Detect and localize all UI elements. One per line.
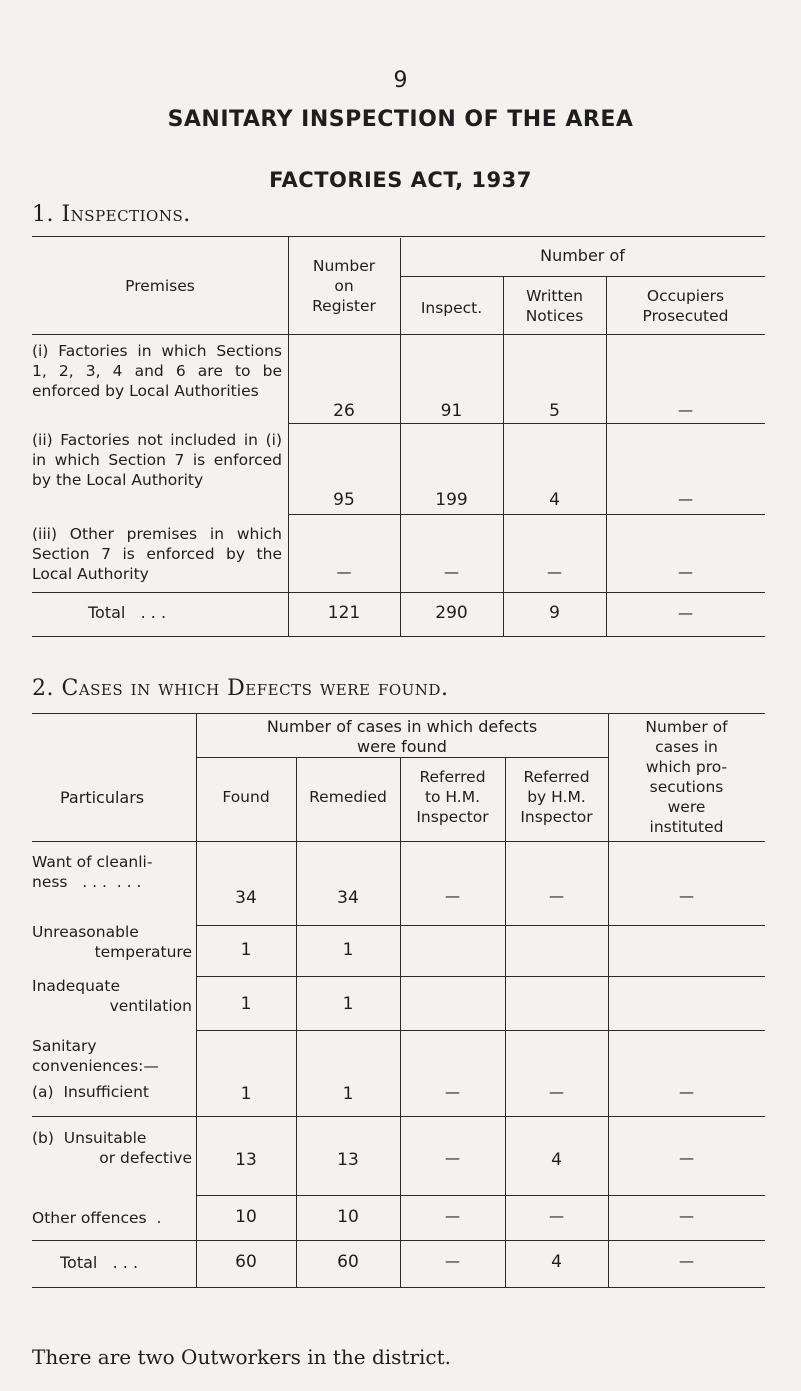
total-referred-to: —	[445, 1252, 460, 1270]
row-found-value: 13	[235, 1150, 257, 1170]
row-remedied-value: 1	[342, 1084, 354, 1104]
row-referred-by-value: —	[549, 1207, 564, 1225]
row-referred-by-value: —	[549, 887, 564, 905]
row-inspect-value: —	[444, 563, 459, 581]
section-inspections-title: 1. Inspections.	[32, 202, 191, 227]
row-particulars-label: Want of cleanli- ness . . . . . .	[32, 853, 153, 891]
row-found-value: 10	[235, 1207, 257, 1227]
row-remedied-value: 1	[342, 994, 354, 1014]
row-particulars-label: Inadequate ventilation	[32, 977, 192, 1015]
total-remedied: 60	[337, 1252, 359, 1272]
row-prosecutions-value: —	[679, 1207, 694, 1225]
row-inspect-value: 199	[435, 490, 468, 510]
row-notices-value: —	[547, 563, 562, 581]
page-subheading: FACTORIES ACT, 1937	[269, 168, 532, 192]
header-particulars: Particulars	[60, 788, 145, 807]
row-premises-label: (i) Factories in which Sections 1, 2, 3, 4 and 6 are to be enforced by Local Authorities	[32, 342, 282, 400]
row-found-value: 1	[240, 1084, 252, 1104]
row-prosecuted-value: —	[678, 490, 693, 508]
page-heading: SANITARY INSPECTION OF THE AREA	[167, 107, 634, 132]
total-found: 60	[235, 1252, 257, 1272]
row-referred-to-value: —	[445, 1207, 460, 1225]
header-remedied: Remedied	[309, 788, 387, 806]
row-notices-value: 5	[549, 401, 560, 421]
row-remedied-value: 1	[342, 940, 354, 960]
footnote: There are two Outworkers in the district.	[32, 1345, 452, 1369]
header-referred-by: Referred by H.M. Inspector	[520, 768, 593, 826]
row-particulars-label: Other offences .	[32, 1209, 162, 1227]
row-remedied-value: 34	[337, 888, 359, 908]
total-inspect: 290	[435, 603, 468, 623]
header-premises: Premises	[125, 277, 195, 295]
row-referred-by-value: —	[549, 1083, 564, 1101]
row-premises-label: (ii) Factories not included in (i) in which Section 7 is enforced by the Local Authority	[32, 431, 282, 489]
row-register-value: 95	[333, 490, 355, 510]
header-inspect: Inspect.	[420, 299, 483, 317]
row-found-value: 1	[240, 994, 252, 1014]
page-number: 9	[393, 68, 408, 93]
row-prosecutions-value: —	[679, 887, 694, 905]
row-referred-to-value: —	[445, 1149, 460, 1167]
row-referred-to-value: —	[445, 887, 460, 905]
header-register: Number on Register	[312, 257, 376, 315]
row-prosecutions-value: —	[679, 1149, 694, 1167]
row-referred-to-value: —	[445, 1083, 460, 1101]
total-referred-by: 4	[551, 1252, 562, 1272]
row-register-value: 26	[333, 401, 355, 421]
total-label-text: Total	[60, 1253, 98, 1272]
row-inspect-value: 91	[440, 401, 463, 421]
row-particulars-label: Unreasonable temperature	[32, 923, 192, 961]
total-register: 121	[327, 603, 361, 623]
total-prosecutions: —	[679, 1252, 694, 1270]
row-notices-value: 4	[549, 490, 560, 510]
header-referred-to: Referred to H.M. Inspector	[416, 768, 489, 826]
row-found-value: 1	[240, 940, 252, 960]
total-label: Total . . .	[88, 603, 167, 622]
header-written-notices: Written Notices	[525, 287, 584, 325]
header-defects-group: Number of cases in which defects were found	[266, 717, 538, 756]
row-premises-label: (iii) Other premises in which Section 7 is enforced by the Local Authority	[32, 525, 282, 583]
row-remedied-value: 13	[337, 1150, 359, 1170]
total-label: Total . . .	[60, 1253, 139, 1272]
header-found: Found	[222, 788, 270, 806]
row-prosecuted-value: —	[678, 401, 693, 419]
row-particulars-label: Sanitary conveniences:— (a) Insufficient	[32, 1037, 159, 1101]
section-defects-title: 2. Cases in which Defects were found.	[32, 676, 449, 701]
row-prosecuted-value: —	[678, 563, 693, 581]
total-prosecuted: —	[678, 604, 693, 622]
row-remedied-value: 10	[337, 1207, 359, 1227]
total-notices: 9	[549, 603, 560, 623]
row-referred-by-value: 4	[551, 1150, 562, 1170]
header-number-of: Number of	[540, 246, 625, 265]
total-label-text: Total	[88, 603, 126, 622]
header-occupiers-prosecuted: Occupiers Prosecuted	[642, 287, 729, 325]
row-prosecutions-value: —	[679, 1083, 694, 1101]
header-prosecutions: Number of cases in which pro- secutions were instituted	[645, 718, 728, 836]
row-found-value: 34	[235, 888, 257, 908]
row-particulars-text: Other offences	[32, 1209, 147, 1227]
row-register-value: —	[336, 563, 352, 581]
row-particulars-label: (b) Unsuitable or defective	[32, 1129, 192, 1167]
